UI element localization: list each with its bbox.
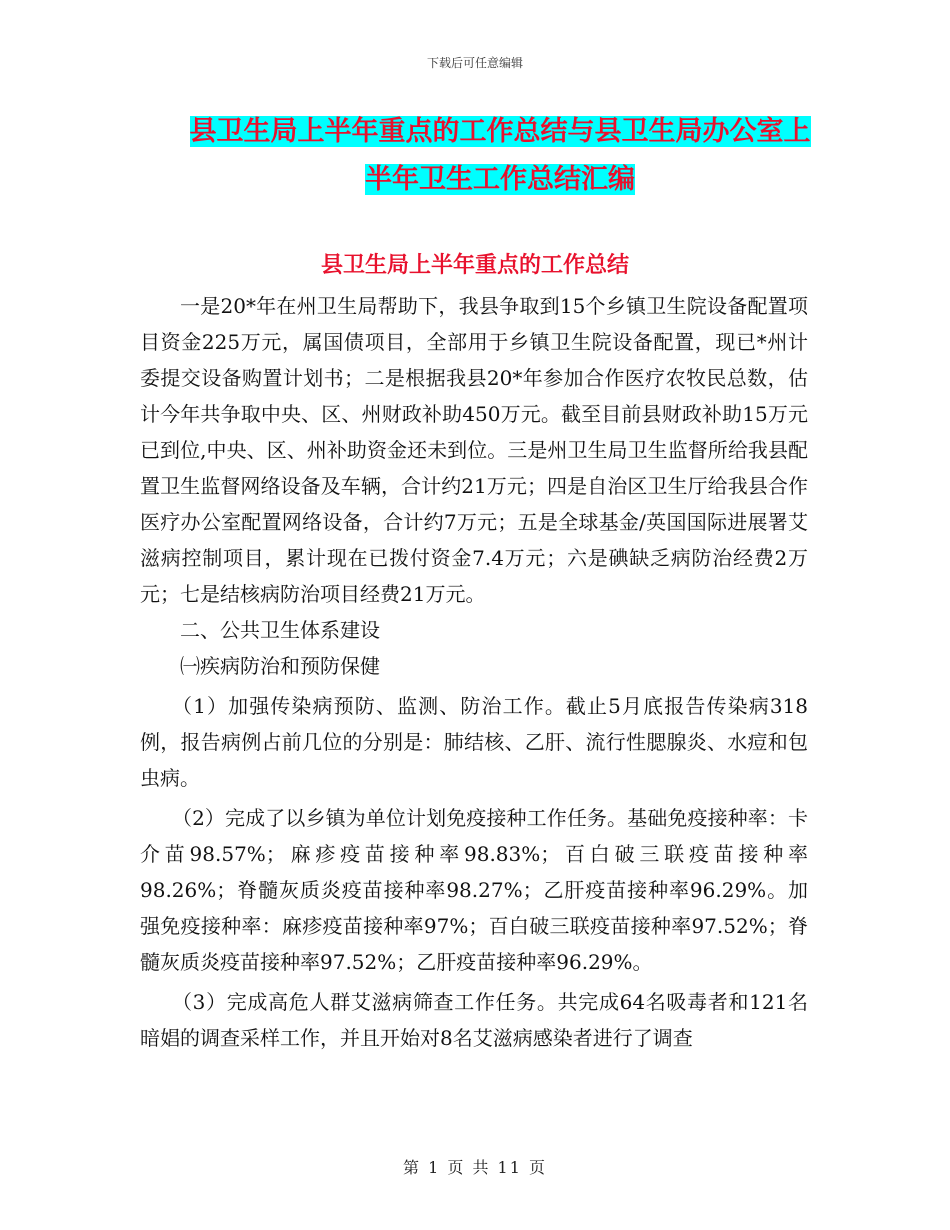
paragraph-item-2: （2）完成了以乡镇为单位计划免疫接种工作任务。基础免疫接种率：卡介苗98.57%；麻疹疫苗接种率98.83%；百白破三联疫苗接种率98.26%；脊髓灰质炎疫苗接种率98.27%；乙肝疫苗接种率96.29%。加强免疫接种率：麻疹疫苗接种率97%；百白破三联疫苗接种率97.52%；脊髓灰质炎疫苗接种率97.52%；乙肝疫苗接种率96.29%。 [140, 806, 808, 974]
document-title [150, 108, 850, 204]
heading-disease-prevention: ㈠疾病防治和预防保健 [180, 654, 380, 678]
paragraph-item-1: （1）加强传染病预防、监测、防治工作。截止5月底报告传染病318例，报告病例占前几位的分别是：肺结核、乙肝、流行性腮腺炎、水痘和包虫病。 [140, 694, 808, 790]
paragraph-item-3: （3）完成高危人群艾滋病筛查工作任务。共完成64名吸毒者和121名暗娼的调查采样工作，并且开始对8名艾滋病感染者进行了调查 [140, 990, 808, 1050]
page-footer: 第 1 页 共 11 页 [403, 1158, 547, 1177]
title-line-1: 县卫生局上半年重点的工作总结与县卫生局办公室上 [189, 116, 811, 147]
document-body [140, 288, 808, 1056]
section-title: 县卫生局上半年重点的工作总结 [320, 253, 629, 278]
paragraph-funding: 一是20*年在州卫生局帮助下，我县争取到15个乡镇卫生院设备配置项目资金225万元，属国债项目，全部用于乡镇卫生院设备配置，现已*州计委提交设备购置计划书；二是根据我县20*年参加合作医疗农牧民总数，估计今年共争取中央、区、州财政补助450万元。截至目前县财政补助15万元已到位,中央、区、州补助资金还未到位。三是州卫生局卫生监督所给我县配置卫生监督网络设备及车辆，合计约21万元；四是自治区卫生厅给我县合作医疗办公室配置网络设备，合计约7万元；五是全球基金/英国国际进展署艾滋病控制项目，累计现在已拨付资金7.4万元；六是碘缺乏病防治经费2万元；七是结核病防治项目经费21万元。 [140, 294, 808, 606]
title-line-2: 半年卫生工作总结汇编 [365, 164, 635, 195]
header-note: 下载后可任意编辑 [426, 56, 523, 70]
heading-public-health: 二、公共卫生体系建设 [180, 618, 380, 642]
